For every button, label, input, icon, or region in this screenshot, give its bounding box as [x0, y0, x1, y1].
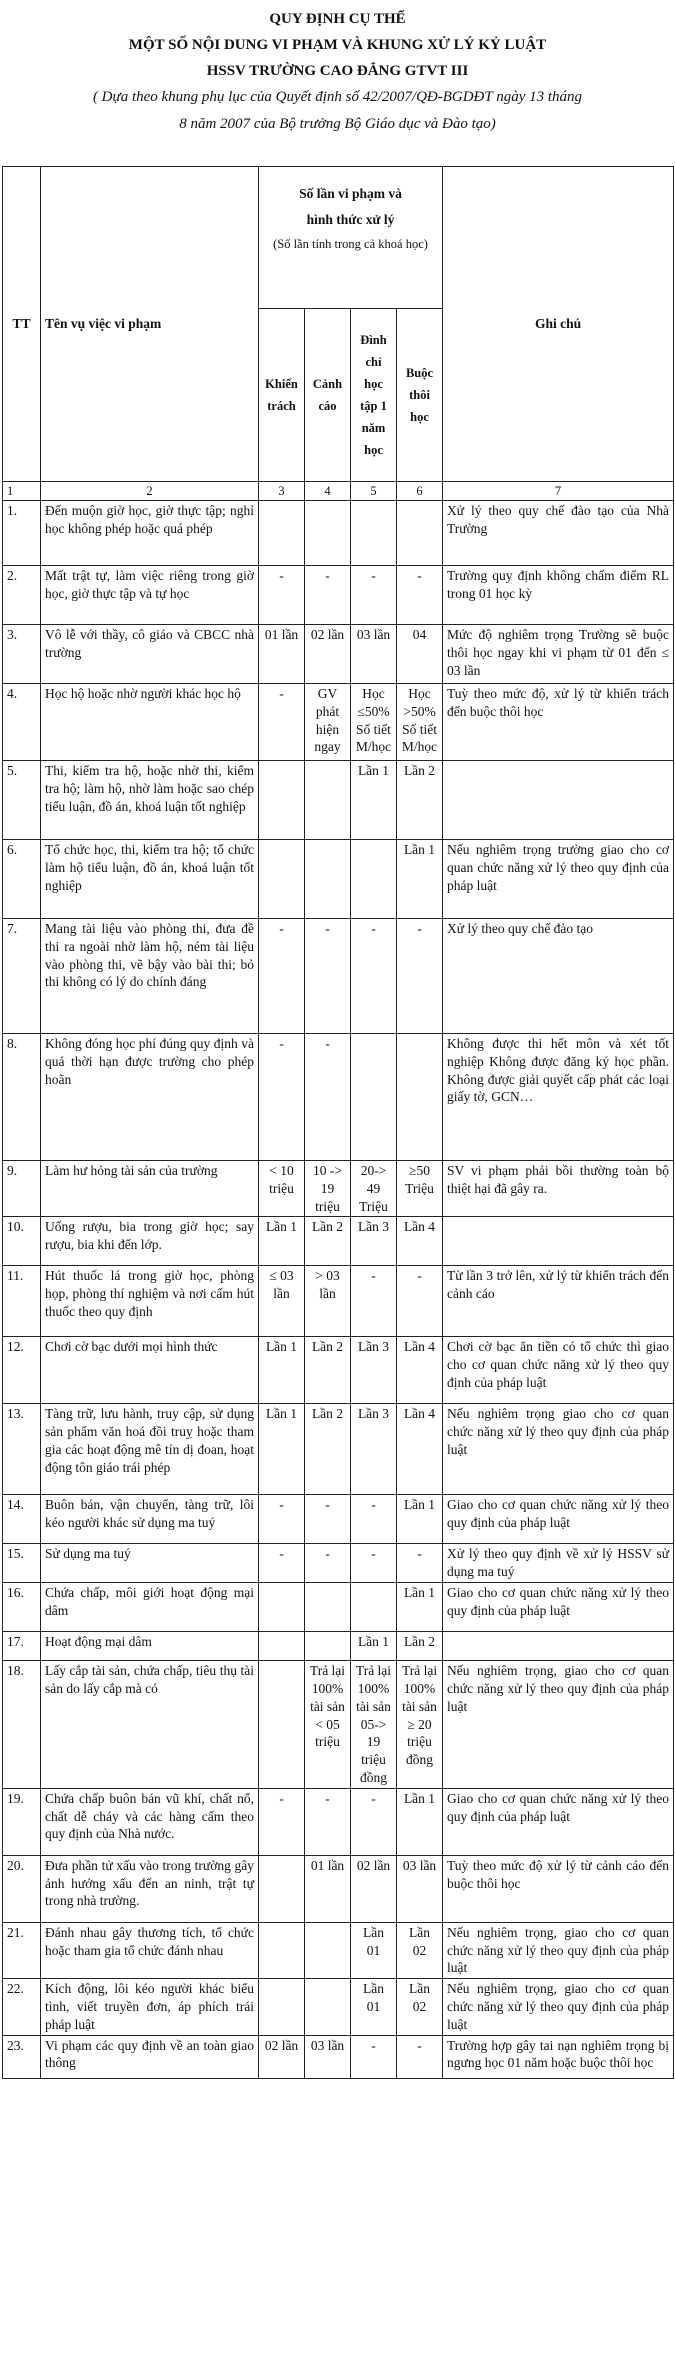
row-reprimand: -	[259, 1544, 305, 1583]
table-row	[3, 625, 674, 684]
row-tt: 11.	[3, 1266, 41, 1337]
col-number: 3	[259, 482, 305, 501]
row-violation-name: Lấy cắp tài sản, chứa chấp, tiêu thụ tài sản do lấy cắp mà có	[41, 1661, 259, 1789]
row-expulsion: Lần 2	[397, 1632, 443, 1661]
doc-basis-line1: ( Dựa theo khung phụ lục của Quyết định số 42/2007/QĐ-BGDĐT ngày 13 tháng	[92, 89, 583, 105]
table-body	[3, 501, 674, 2079]
row-reprimand: ≤ 03 lần	[259, 1266, 305, 1337]
row-expulsion: Lần 02	[397, 1979, 443, 2035]
row-suspension: -	[351, 2035, 397, 2078]
row-note: SV vi phạm phải bồi thường toàn bộ thiệt hại đã gây ra.	[443, 1161, 674, 1217]
row-suspension: 03 lần	[351, 625, 397, 684]
row-warning	[305, 501, 351, 566]
row-tt: 7.	[3, 919, 41, 1034]
row-reprimand: Lần 1	[259, 1217, 305, 1266]
row-reprimand	[259, 1583, 305, 1632]
row-reprimand: Lần 1	[259, 1404, 305, 1495]
row-suspension: -	[351, 919, 397, 1034]
table-row	[3, 919, 674, 1034]
row-warning: -	[305, 919, 351, 1034]
table-row	[3, 1661, 674, 1789]
row-warning: -	[305, 1034, 351, 1161]
row-violation-name: Tổ chức học, thi, kiểm tra hộ; tổ chức làm hộ tiểu luận, đồ án, khoá luận tốt nghiệp	[41, 840, 259, 919]
row-violation-name: Đánh nhau gây thương tích, tổ chức hoặc tham gia tổ chức đánh nhau	[41, 1922, 259, 1978]
table-row	[3, 2035, 674, 2078]
header-row-main	[3, 167, 674, 309]
row-warning: Lần 2	[305, 1337, 351, 1404]
row-tt: 17.	[3, 1632, 41, 1661]
row-reprimand	[259, 1632, 305, 1661]
col-number: 1	[3, 482, 41, 501]
column-number-row	[3, 482, 674, 501]
row-warning: -	[305, 1495, 351, 1544]
table-row	[3, 1583, 674, 1632]
row-note	[443, 1632, 674, 1661]
row-violation-name: Uống rượu, bia trong giờ học; say rượu, bia khi đến lớp.	[41, 1217, 259, 1266]
row-violation-name: Thi, kiểm tra hộ, hoặc nhờ thi, kiểm tra hộ; làm hộ, nhờ làm hoặc sao chép tiểu luận, đồ án, khoá luận tốt nghiệp	[41, 761, 259, 840]
header-tt: TT	[3, 167, 41, 482]
table-row	[3, 1034, 674, 1161]
row-reprimand: 02 lần	[259, 2035, 305, 2078]
row-reprimand: < 10 triệu	[259, 1161, 305, 1217]
row-reprimand	[259, 840, 305, 919]
header-group-note: (Số lần tính trong cả khoá học)	[273, 237, 428, 251]
row-violation-name: Mang tài liệu vào phòng thi, đưa đề thi ra ngoài nhờ làm hộ, ném tài liệu vào phòng thi, vẽ bậy vào bài thi; bỏ thi không có lý do chính đáng	[41, 919, 259, 1034]
row-note: Nếu nghiêm trọng, giao cho cơ quan chức năng xử lý theo quy định của pháp luật	[443, 1922, 674, 1978]
row-note: Xử lý theo quy định về xử lý HSSV sử dụng ma tuý	[443, 1544, 674, 1583]
row-warning: Lần 2	[305, 1404, 351, 1495]
row-note: Mức độ nghiêm trọng Trường sẽ buộc thôi học ngay khi vi phạm từ 01 đến ≤ 03 lần	[443, 625, 674, 684]
row-warning: 03 lần	[305, 2035, 351, 2078]
row-expulsion: Lần 1	[397, 1788, 443, 1855]
row-expulsion: Lần 4	[397, 1404, 443, 1495]
row-violation-name: Chứa chấp, môi giới hoạt động mại dâm	[41, 1583, 259, 1632]
doc-title-line1: QUY ĐỊNH CỤ THỂ	[269, 11, 406, 27]
row-warning: 01 lần	[305, 1855, 351, 1922]
row-tt: 3.	[3, 625, 41, 684]
row-suspension: Lần 1	[351, 1632, 397, 1661]
row-warning	[305, 1922, 351, 1978]
row-tt: 15.	[3, 1544, 41, 1583]
row-warning: Trả lại 100% tài sản < 05 triệu	[305, 1661, 351, 1789]
row-tt: 4.	[3, 684, 41, 761]
row-violation-name: Hoạt động mại dâm	[41, 1632, 259, 1661]
row-suspension: Học ≤50% Số tiết M/học	[351, 684, 397, 761]
table-row	[3, 1161, 674, 1217]
row-note	[443, 761, 674, 840]
row-reprimand	[259, 1855, 305, 1922]
header-group-line1: Số lần vi phạm và	[299, 186, 402, 201]
row-reprimand	[259, 761, 305, 840]
table-row	[3, 1266, 674, 1337]
row-expulsion: Lần 1	[397, 840, 443, 919]
row-expulsion: Học >50% Số tiết M/học	[397, 684, 443, 761]
row-suspension: Lần 1	[351, 761, 397, 840]
row-warning	[305, 1979, 351, 2035]
violations-table	[2, 166, 674, 2079]
row-note: Từ lần 3 trở lên, xử lý từ khiển trách đến cảnh cáo	[443, 1266, 674, 1337]
table-row	[3, 1979, 674, 2035]
table-row	[3, 761, 674, 840]
doc-title-line2: MỘT SỐ NỘI DUNG VI PHẠM VÀ KHUNG XỬ LÝ KỶ LUẬT	[128, 37, 547, 53]
col-number: 6	[397, 482, 443, 501]
row-expulsion: -	[397, 1544, 443, 1583]
row-note: Tuỳ theo mức độ, xử lý từ khiển trách đến buộc thôi học	[443, 684, 674, 761]
row-violation-name: Mất trật tự, làm việc riêng trong giờ học, giờ thực tập và tự học	[41, 566, 259, 625]
row-expulsion	[397, 1034, 443, 1161]
table-row	[3, 1544, 674, 1583]
row-tt: 6.	[3, 840, 41, 919]
header-suspension: Đình chỉ học tập 1 năm học	[351, 309, 397, 482]
row-expulsion: Lần 1	[397, 1495, 443, 1544]
row-expulsion: -	[397, 1266, 443, 1337]
table-row	[3, 501, 674, 566]
row-reprimand: -	[259, 919, 305, 1034]
row-violation-name: Chơi cờ bạc dưới mọi hình thức	[41, 1337, 259, 1404]
table-row	[3, 1217, 674, 1266]
row-reprimand: -	[259, 1495, 305, 1544]
row-suspension: -	[351, 1495, 397, 1544]
row-tt: 19.	[3, 1788, 41, 1855]
header-group-line2: hình thức xử lý	[306, 212, 395, 227]
table-row	[3, 840, 674, 919]
row-tt: 20.	[3, 1855, 41, 1922]
table-row	[3, 1922, 674, 1978]
row-warning: -	[305, 566, 351, 625]
header-note: Ghi chú	[443, 167, 674, 482]
row-warning: 10 -> 19 triệu	[305, 1161, 351, 1217]
row-violation-name: Buôn bán, vận chuyển, tàng trữ, lôi kéo người khác sử dụng ma tuý	[41, 1495, 259, 1544]
row-suspension: Trả lại 100% tài sản 05-> 19 triệu đồng	[351, 1661, 397, 1789]
row-note: Trường quy định không chấm điểm RL trong 01 học kỳ	[443, 566, 674, 625]
row-warning	[305, 761, 351, 840]
row-tt: 5.	[3, 761, 41, 840]
row-warning: -	[305, 1544, 351, 1583]
row-note: Giao cho cơ quan chức năng xử lý theo quy định của pháp luật	[443, 1495, 674, 1544]
spacer	[0, 138, 675, 166]
row-reprimand: 01 lần	[259, 625, 305, 684]
row-suspension	[351, 1034, 397, 1161]
doc-basis-line2: 8 năm 2007 của Bộ trưởng Bộ Giáo dục và Đào tạo)	[179, 116, 496, 132]
row-violation-name: Vô lễ với thầy, cô giáo và CBCC nhà trường	[41, 625, 259, 684]
row-suspension	[351, 840, 397, 919]
col-number: 4	[305, 482, 351, 501]
header-warning: Cảnh cáo	[305, 309, 351, 482]
table-row	[3, 1855, 674, 1922]
row-tt: 9.	[3, 1161, 41, 1217]
row-violation-name: Chứa chấp buôn bán vũ khí, chất nổ, chất dễ cháy và các hàng cấm theo quy định của Nhà nước.	[41, 1788, 259, 1855]
header-violation-name: Tên vụ việc vi phạm	[41, 167, 259, 482]
row-reprimand	[259, 1922, 305, 1978]
row-warning	[305, 840, 351, 919]
row-note: Nếu nghiêm trọng trường giao cho cơ quan chức năng xử lý theo quy định của pháp luật	[443, 840, 674, 919]
row-tt: 16.	[3, 1583, 41, 1632]
row-note	[443, 1217, 674, 1266]
row-note: Xử lý theo quy chế đào tạo	[443, 919, 674, 1034]
row-warning: GV phát hiện ngay	[305, 684, 351, 761]
row-violation-name: Hút thuốc lá trong giờ học, phòng họp, phòng thí nghiệm và nơi cấm hút thuốc theo quy định	[41, 1266, 259, 1337]
row-tt: 12.	[3, 1337, 41, 1404]
row-violation-name: Kích động, lôi kéo người khác biểu tình, viết truyền đơn, áp phích trái pháp luật	[41, 1979, 259, 2035]
table-row	[3, 1495, 674, 1544]
row-suspension: Lần 3	[351, 1404, 397, 1495]
col-number: 7	[443, 482, 674, 501]
row-suspension: -	[351, 1788, 397, 1855]
row-suspension: Lần 3	[351, 1337, 397, 1404]
row-note: Chơi cờ bạc ăn tiền có tổ chức thì giao cho cơ quan chức năng xử lý theo quy định của pháp luật	[443, 1337, 674, 1404]
row-tt: 23.	[3, 2035, 41, 2078]
row-violation-name: Vi phạm các quy định về an toàn giao thông	[41, 2035, 259, 2078]
row-reprimand: -	[259, 566, 305, 625]
row-note: Trường hợp gây tai nạn nghiêm trọng bị ngưng học 01 năm hoặc buộc thôi học	[443, 2035, 674, 2078]
table-row	[3, 566, 674, 625]
row-warning: 02 lần	[305, 625, 351, 684]
row-note: Nếu nghiêm trọng, giao cho cơ quan chức năng xử lý theo quy định của pháp luật	[443, 1979, 674, 2035]
row-note: Giao cho cơ quan chức năng xử lý theo quy định của pháp luật	[443, 1583, 674, 1632]
row-suspension: Lần 3	[351, 1217, 397, 1266]
table-row	[3, 1337, 674, 1404]
row-reprimand	[259, 1979, 305, 2035]
row-tt: 22.	[3, 1979, 41, 2035]
row-suspension: Lần 01	[351, 1979, 397, 2035]
row-violation-name: Tàng trữ, lưu hành, truy cập, sử dụng sản phẩm văn hoá đồi truỵ hoặc tham gia các hoạt động mê tín dị đoan, hoạt động tôn giáo trái phép	[41, 1404, 259, 1495]
col-number: 2	[41, 482, 259, 501]
row-expulsion: Lần 02	[397, 1922, 443, 1978]
row-reprimand	[259, 501, 305, 566]
row-expulsion: Lần 4	[397, 1217, 443, 1266]
row-warning	[305, 1632, 351, 1661]
table-row	[3, 684, 674, 761]
table-row	[3, 1404, 674, 1495]
row-expulsion: -	[397, 919, 443, 1034]
doc-title-line3: HSSV TRƯỜNG CAO ĐẲNG GTVT III	[206, 63, 469, 79]
row-warning: > 03 lần	[305, 1266, 351, 1337]
row-expulsion: Lần 2	[397, 761, 443, 840]
col-number: 5	[351, 482, 397, 501]
row-note: Nếu nghiêm trọng, giao cho cơ quan chức năng xử lý theo quy định của pháp luật	[443, 1661, 674, 1789]
row-tt: 21.	[3, 1922, 41, 1978]
row-note: Giao cho cơ quan chức năng xử lý theo quy định của pháp luật	[443, 1788, 674, 1855]
row-expulsion: Lần 4	[397, 1337, 443, 1404]
header-expulsion: Buộc thôi học	[397, 309, 443, 482]
row-tt: 2.	[3, 566, 41, 625]
row-tt: 1.	[3, 501, 41, 566]
row-violation-name: Sử dụng ma tuý	[41, 1544, 259, 1583]
row-note: Xử lý theo quy chế đào tạo của Nhà Trường	[443, 501, 674, 566]
row-reprimand: Lần 1	[259, 1337, 305, 1404]
table-row	[3, 1788, 674, 1855]
row-violation-name: Học hộ hoặc nhờ người khác học hộ	[41, 684, 259, 761]
row-reprimand: -	[259, 1788, 305, 1855]
row-note: Không được thi hết môn và xét tốt nghiệp Không được đăng ký học phần. Không được giải quyết cấp phát các loại giấy tờ, GCN…	[443, 1034, 674, 1161]
row-expulsion: ≥50 Triệu	[397, 1161, 443, 1217]
row-reprimand: -	[259, 684, 305, 761]
row-tt: 14.	[3, 1495, 41, 1544]
row-warning: Lần 2	[305, 1217, 351, 1266]
row-expulsion: -	[397, 566, 443, 625]
row-expulsion: 03 lần	[397, 1855, 443, 1922]
header-sanction-group	[259, 167, 443, 309]
row-reprimand	[259, 1661, 305, 1789]
row-violation-name: Đưa phần tử xấu vào trong trường gây ảnh hưởng xấu đến an ninh, trật tự trong nhà trường.	[41, 1855, 259, 1922]
table-row	[3, 1632, 674, 1661]
row-tt: 8.	[3, 1034, 41, 1161]
row-suspension: -	[351, 1544, 397, 1583]
row-violation-name: Làm hư hỏng tài sản của trường	[41, 1161, 259, 1217]
row-note: Tuỳ theo mức độ xử lý từ cảnh cáo đến buộc thôi học	[443, 1855, 674, 1922]
row-warning: -	[305, 1788, 351, 1855]
row-violation-name: Không đóng học phí đúng quy định và quá thời hạn được trường cho phép hoãn	[41, 1034, 259, 1161]
row-suspension: 20-> 49 Triệu	[351, 1161, 397, 1217]
row-tt: 10.	[3, 1217, 41, 1266]
row-tt: 18.	[3, 1661, 41, 1789]
row-reprimand: -	[259, 1034, 305, 1161]
row-warning	[305, 1583, 351, 1632]
row-expulsion: Lần 1	[397, 1583, 443, 1632]
row-expulsion: Trả lại 100% tài sản ≥ 20 triệu đồng	[397, 1661, 443, 1789]
row-note: Nếu nghiêm trọng giao cho cơ quan chức năng xử lý theo quy định của pháp luật	[443, 1404, 674, 1495]
row-expulsion: -	[397, 2035, 443, 2078]
header-reprimand: Khiển trách	[259, 309, 305, 482]
row-violation-name: Đến muộn giờ học, giờ thực tập; nghỉ học không phép hoặc quá phép	[41, 501, 259, 566]
row-expulsion	[397, 501, 443, 566]
row-suspension	[351, 501, 397, 566]
row-suspension: -	[351, 1266, 397, 1337]
row-expulsion: 04	[397, 625, 443, 684]
row-suspension	[351, 1583, 397, 1632]
row-tt: 13.	[3, 1404, 41, 1495]
row-suspension: Lần 01	[351, 1922, 397, 1978]
row-suspension: 02 lần	[351, 1855, 397, 1922]
row-suspension: -	[351, 566, 397, 625]
